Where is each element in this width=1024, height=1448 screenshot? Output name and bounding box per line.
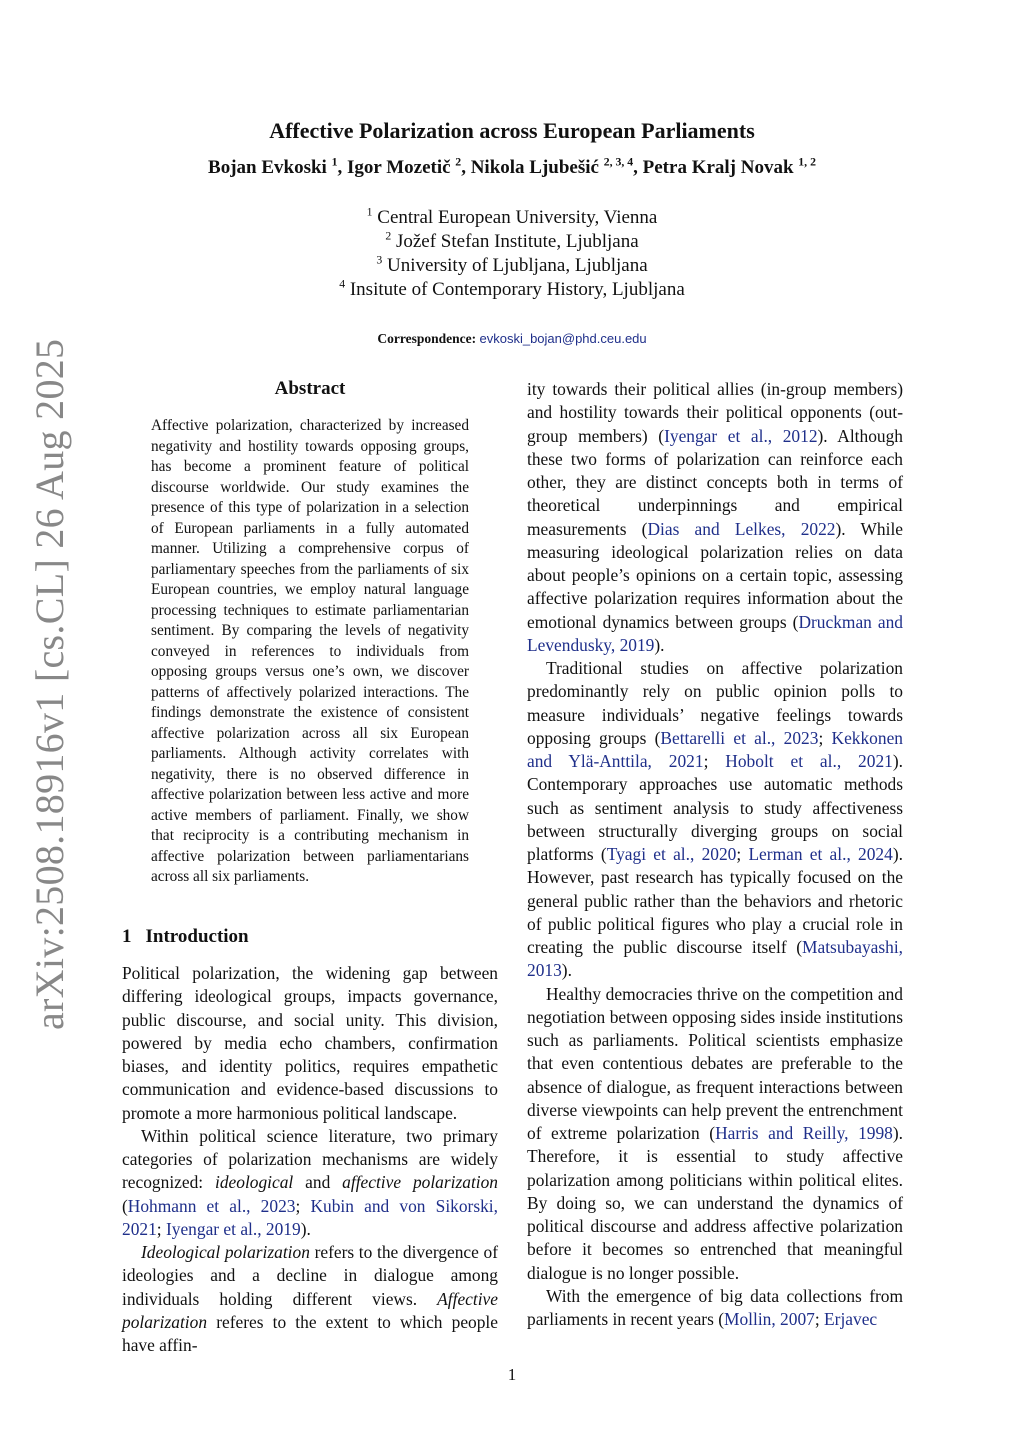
paragraph-text: ).	[561, 960, 572, 981]
paragraph-text: referes to the extent to which people have affin-	[122, 1311, 498, 1355]
paragraph-text: ;	[814, 1309, 825, 1329]
author-name: Nikola Ljubešić	[470, 157, 599, 178]
paragraph-text: ). Therefore, it is essential to study affective polarization among politicians within political elites. By doing so, we can understand the dynamics of political discourse and address affective polarization before it becomes so entrenched that meaningful dialogue is no longer possible.	[527, 1123, 903, 1283]
citation-link[interactable]: Iyengar et al., 2012	[664, 425, 818, 446]
paragraph-text: ;	[736, 844, 749, 864]
left-column	[122, 962, 498, 1357]
intro-paragraph	[527, 378, 903, 657]
citation-link[interactable]: Tyagi et al., 2020	[606, 844, 737, 864]
citation-link[interactable]: Kubin and von Sikorski, 2021	[122, 1195, 498, 1239]
paragraph-text: Traditional studies on affective polarization predominantly rely on public opinion polls to measure individuals’ negative feelings towards opposing groups (	[527, 658, 903, 748]
citation-link[interactable]: Bettarelli et al., 2023	[660, 727, 819, 748]
emphasis-text: affective polarization	[342, 1172, 498, 1193]
section-number: 1	[122, 926, 132, 947]
affiliation-line	[0, 230, 1024, 254]
paragraph-text: ). However, past research has typically focused on the general public rather than the behaviors and rhetoric of public political figures who play a crucial role in creating the public discourse itself (	[527, 844, 903, 957]
citation-link[interactable]: Dias and Lelkes, 2022	[647, 518, 836, 539]
correspondence-label: Correspondence:	[377, 331, 477, 346]
paragraph-text: ;	[703, 751, 726, 771]
page-number: 1	[507, 1365, 517, 1384]
citation-link[interactable]: Hobolt et al., 2021	[725, 751, 893, 771]
intro-paragraph: Political polarization, the widening gap between differing ideological groups, impacts governance, public discourse, and social unity. This division, powered by media echo chambers, confirmation biases, and identity politics, requires empathetic communication and evidence-based discussions to promote a more harmonious political landscape.	[122, 963, 498, 1123]
affiliation-mark: 1	[366, 205, 373, 219]
paragraph-text: ;	[295, 1195, 311, 1216]
abstract-heading: Abstract	[274, 378, 346, 399]
affiliation-line	[0, 254, 1024, 278]
intro-paragraph	[122, 1241, 498, 1357]
intro-paragraph	[122, 1125, 498, 1241]
author-name: Igor Mozetič	[346, 157, 451, 178]
paragraph-text: With the emergence of big data collections from parliaments in recent years (	[527, 1285, 903, 1329]
emphasis-text: ideological	[215, 1172, 294, 1193]
paragraph-text: ). While measuring ideological polarization relies on data about people’s opinions on a certain topic, assessing affective polarization requires information about the emotional dynamics between groups (	[527, 518, 904, 632]
citation-link[interactable]: Matsubayashi, 2013	[527, 937, 903, 981]
affiliation-line	[0, 206, 1024, 230]
abstract-text: Affective polarization, characterized by increased negativity and hostility towards opposing groups, has become a prominent feature of political discourse worldwide. Our study examines the presence of this type of polarization in a selection of European parliaments in a fully automated manner. Utilizing a comprehensive corpus of parliamentary speeches from the parliaments of six European countries, we employ natural language processing techniques to estimate parliamentarian sentiment. By comparing the levels of negativity conveyed in references to individuals from opposing groups versus one’s own, we discover patterns of affectively polarized interactions. The findings demonstrate the existence of consistent affective polarization across all six European parliaments. Although activity correlates with negativity, there is no observed difference in affective polarization between less active and more active members of parliament. Finally, we show that reciprocity is a contributing mechanism in affective polarization between parliamentarians across all six parliaments.	[151, 417, 469, 885]
citation-link[interactable]: Erjavec	[824, 1309, 878, 1329]
paragraph-text: and	[293, 1172, 343, 1193]
affiliation-line	[0, 278, 1024, 302]
paragraph-text: ). Although these two forms of polarization can reinforce each other, they are distinct concepts both in terms of theoretical underpinnings and empirical measurements (	[527, 425, 903, 539]
paragraph-text: Healthy democracies thrive on the competition and negotiation between opposing sides inside institutions such as parliaments. Political scientists emphasize that even contentious debates are preferable to the absence of dialogue, as frequent interactions between diverse viewpoints can help prevent the entrenchment of extreme polarization (	[527, 983, 903, 1143]
affiliation-text: University of Ljubljana, Ljubljana	[386, 255, 648, 276]
citation-link[interactable]: Harris and Reilly, 1998	[715, 1123, 893, 1143]
paragraph-text: (	[122, 1195, 128, 1216]
author-affiliation-mark: 2	[455, 155, 462, 169]
paragraph-text: ). Contemporary approaches use automatic methods such as sentiment analysis to study affectiveness between structurally diverging groups on social platforms (	[527, 751, 903, 864]
author-name: Bojan Evkoski	[208, 157, 327, 178]
intro-paragraph	[527, 657, 903, 983]
emphasis-text: Affective polarization	[122, 1288, 498, 1332]
paragraph-text: ).	[654, 634, 665, 655]
paragraph-text: ).	[300, 1218, 311, 1239]
author-affiliation-mark: 2, 3, 4	[603, 155, 634, 169]
citation-link[interactable]: Iyengar et al., 2019	[165, 1218, 301, 1239]
affiliation-text: Insitute of Contemporary History, Ljubljana	[349, 279, 685, 300]
affiliation-mark: 2	[385, 229, 392, 243]
author-name: Petra Kralj Novak	[642, 157, 794, 178]
affiliation-mark: 4	[339, 277, 346, 291]
emphasis-text: Ideological polarization	[141, 1242, 310, 1262]
author-affiliation-mark: 1, 2	[798, 155, 816, 169]
citation-link[interactable]: Mollin, 2007	[724, 1309, 815, 1329]
arxiv-identifier: arXiv:2508.18916v1 [cs.CL] 26 Aug 2025	[27, 338, 72, 1030]
citation-link[interactable]: Druckman and Levendusky, 2019	[527, 611, 904, 655]
paragraph-text: ;	[156, 1218, 166, 1239]
correspondence-email-link[interactable]: evkoski_bojan@phd.ceu.edu	[479, 331, 647, 346]
author-list: Bojan Evkoski $^1$, Igor Mozetič $^2$, Nikola Ljubešić $^{2, 3, 4}$, Petra Kralj Novak $^{1, 2}$	[208, 155, 816, 178]
paragraph-text: ity towards their political allies (in-group members) and hostility towards their political opponents (out-group members) (	[527, 379, 903, 446]
affiliation-mark: 3	[376, 253, 383, 267]
author-affiliation-mark: 1	[331, 155, 338, 169]
citation-link[interactable]: Kekkonen and Ylä-Anttila, 2021	[527, 727, 903, 771]
section-heading	[122, 926, 249, 948]
paragraph-text: refers to the divergence of ideologies and a decline in dialogue among individuals holding different views.	[122, 1242, 498, 1309]
citation-link[interactable]: Hohmann et al., 2023	[127, 1195, 296, 1216]
citation-link[interactable]: Lerman et al., 2024	[748, 844, 893, 864]
paragraph-text: Within political science literature, two primary categories of polarization mechanisms are widely recognized:	[122, 1125, 498, 1193]
correspondence	[0, 331, 1024, 347]
affiliation-text: Jožef Stefan Institute, Ljubljana	[395, 231, 639, 252]
intro-paragraph	[527, 1285, 903, 1332]
paper-title: Affective Polarization across European Parliaments	[269, 118, 755, 143]
intro-paragraph	[527, 983, 903, 1285]
affiliation-text: Central European University, Vienna	[377, 207, 658, 228]
affiliations	[0, 206, 1024, 302]
paragraph-text: ;	[818, 727, 832, 748]
right-column	[527, 378, 903, 1331]
section-title: Introduction	[145, 926, 249, 947]
